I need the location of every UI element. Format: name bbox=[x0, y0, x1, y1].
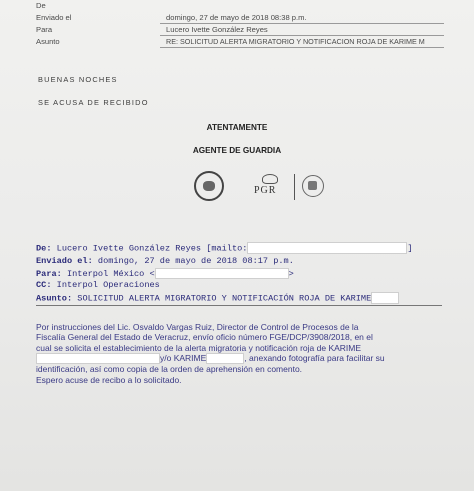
original-asunto bbox=[36, 292, 399, 304]
header-para-label: Para bbox=[36, 25, 53, 34]
interpol-seal-icon bbox=[194, 171, 224, 201]
header-row-enviado bbox=[0, 13, 474, 23]
body-line: Por instrucciones del Lic. Osvaldo Vargas Ruiz, Director de Control de Procesos de la bbox=[36, 322, 359, 332]
signature-line-2: AGENTE DE GUARDIA bbox=[192, 146, 282, 155]
original-cc-label: CC: bbox=[36, 280, 52, 290]
original-asunto-value: SOLICITUD ALERTA MIGRATORIO Y NOTIFICACIÓN ROJA DE KARIME bbox=[77, 293, 372, 304]
body-line: Espero acuse de recibo a lo solicitado. bbox=[36, 374, 182, 385]
redacted-email bbox=[155, 268, 289, 279]
ack-text: SE ACUSA DE RECIBIDO bbox=[38, 98, 149, 107]
original-para-label: Para: bbox=[36, 268, 62, 279]
original-de bbox=[36, 242, 413, 254]
pgr-logo bbox=[248, 174, 295, 200]
header-divider bbox=[160, 23, 444, 24]
header-enviado-label: Enviado el bbox=[36, 13, 72, 22]
body-line: identificación, así como copia de la orden de aprehensión en comento. bbox=[36, 364, 303, 375]
header-row-para bbox=[0, 25, 474, 35]
header-separator bbox=[36, 305, 442, 306]
body-fragment: , anexando fotografía para facilitar su bbox=[244, 353, 385, 364]
original-asunto-label: Asunto: bbox=[36, 293, 73, 304]
original-enviado-label: Enviado el: bbox=[36, 256, 93, 266]
eagle-emblem-icon bbox=[262, 174, 278, 184]
header-row-asunto bbox=[0, 37, 474, 47]
header-de-label: De bbox=[36, 1, 46, 10]
original-para bbox=[36, 268, 294, 279]
message-body bbox=[36, 322, 444, 385]
body-line-with-redaction bbox=[36, 353, 444, 364]
header-para-value: Lucero Ivette González Reyes bbox=[166, 25, 268, 34]
header-asunto-label: Asunto bbox=[36, 37, 60, 46]
original-de-value: Lucero Ivette González Reyes [mailto: bbox=[56, 243, 248, 254]
header-divider bbox=[160, 35, 444, 36]
redacted-name bbox=[36, 353, 160, 364]
redacted-email bbox=[247, 242, 407, 254]
signature-line-1: ATENTAMENTE bbox=[206, 123, 268, 132]
header-asunto-value: RE: SOLICITUD ALERTA MIGRATORIO Y NOTIFICACION ROJA DE KARIME M bbox=[166, 37, 425, 46]
original-cc-value: Interpol Operaciones bbox=[56, 280, 160, 290]
header-enviado-value: domingo, 27 de mayo de 2018 08:38 p.m. bbox=[166, 13, 307, 22]
header-row-de bbox=[0, 1, 474, 11]
body-line: cual se solicita el establecimiento de la alerta migratoria y notificación roja de KARIME bbox=[36, 342, 362, 353]
pgr-logo-text: PGR bbox=[254, 185, 277, 196]
greeting-text: BUENAS NOCHES bbox=[38, 75, 118, 84]
original-cc bbox=[36, 280, 160, 290]
original-para-value: Interpol México < bbox=[66, 268, 155, 279]
original-de-label: De: bbox=[36, 243, 52, 254]
redacted-name bbox=[371, 292, 399, 304]
header-divider bbox=[160, 47, 444, 48]
original-enviado bbox=[36, 256, 294, 266]
institution-logos bbox=[194, 171, 344, 203]
mexico-coat-of-arms-icon bbox=[302, 175, 324, 197]
original-de-close: ] bbox=[407, 243, 413, 254]
body-fragment: y/o KARIME bbox=[160, 353, 207, 364]
redacted-name bbox=[206, 353, 244, 364]
body-line: Fiscalía General del Estado de Veracruz, envío oficio número FGE/DCP/3908/2018, en el bbox=[36, 332, 373, 343]
original-para-close: > bbox=[288, 268, 294, 279]
original-enviado-value: domingo, 27 de mayo de 2018 08:17 p.m. bbox=[97, 256, 294, 266]
